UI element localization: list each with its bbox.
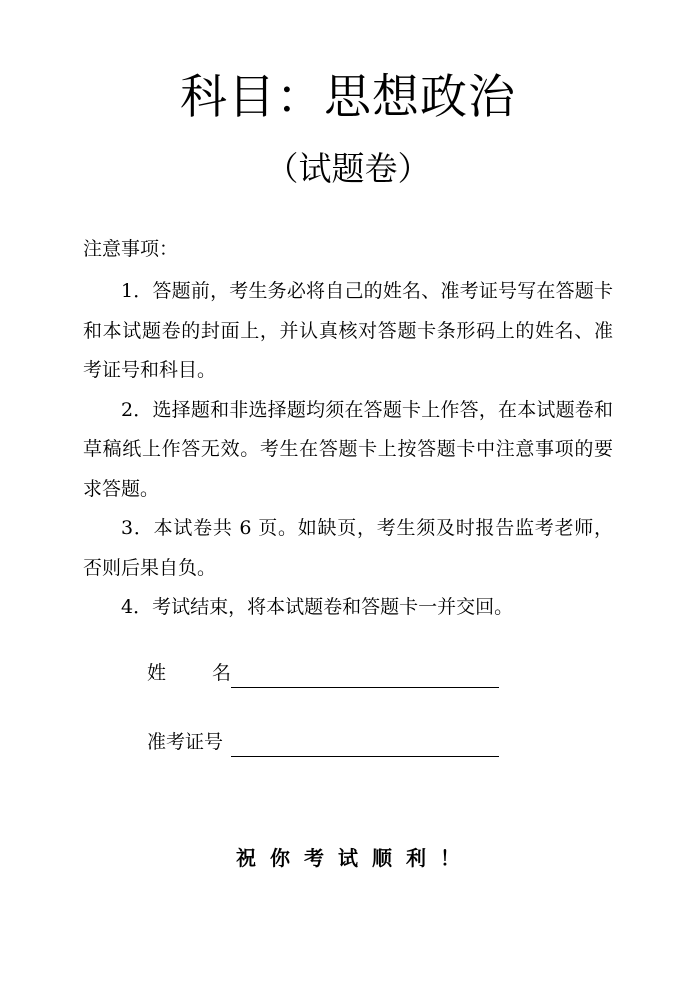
exam-id-field xyxy=(147,727,499,757)
name-label-char-1: 姓 xyxy=(147,662,167,684)
name-field xyxy=(147,658,499,688)
name-label-char-2: 名 xyxy=(211,662,231,684)
notes-list xyxy=(83,272,613,628)
name-field-label xyxy=(147,658,231,688)
note-item-2: 2．选择题和非选择题均须在答题卡上作答，在本试题卷和草稿纸上作答无效。考生在答题卡上按答题卡中注意事项的要求答题。 xyxy=(83,398,613,500)
page-subtitle: （试题卷） xyxy=(265,149,431,188)
notes-heading: 注意事项： xyxy=(83,238,179,260)
note-item-4: 4．考试结束，将本试题卷和答题卡一并交回。 xyxy=(121,596,514,618)
good-luck-message: 祝你考试顺利！ xyxy=(236,846,474,870)
page-title: 科目：思想政治 xyxy=(180,70,516,125)
note-item-3: 3．本试卷共 6 页。如缺页，考生须及时报告监考老师，否则后果自负。 xyxy=(83,517,613,579)
name-fill-line[interactable] xyxy=(231,663,499,688)
exam-id-fill-line[interactable] xyxy=(231,732,499,757)
exam-id-field-label: 准考证号 xyxy=(147,731,224,753)
note-item-1: 1．答题前，考生务必将自己的姓名、准考证号写在答题卡和本试题卷的封面上，并认真核对答题卡条形码上的姓名、准考证号和科目。 xyxy=(83,280,613,381)
